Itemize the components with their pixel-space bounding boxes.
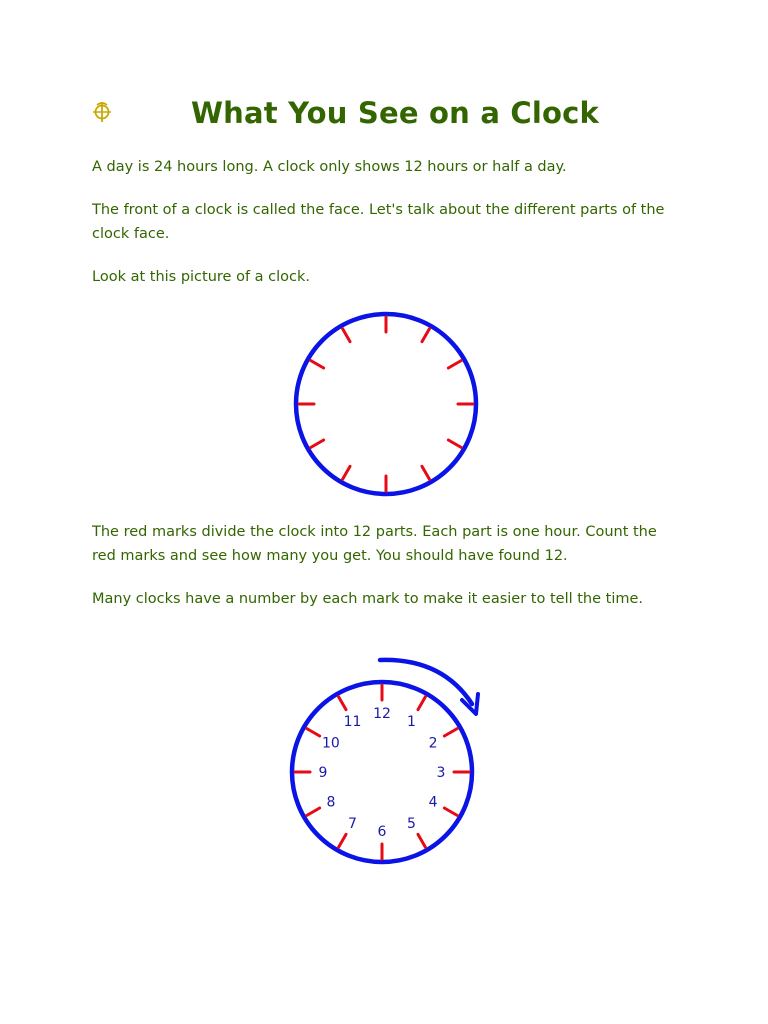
page-title: What You See on a Clock <box>190 96 600 130</box>
clock-face-plain <box>288 306 484 502</box>
paragraph-clock-face: The front of a clock is called the face. Let's talk about the different parts of the clock face. <box>92 202 665 242</box>
hour-number: 11 <box>343 713 362 730</box>
hour-mark <box>339 834 347 847</box>
hour-number: 7 <box>348 816 357 833</box>
hour-mark <box>422 329 430 342</box>
hour-number: 10 <box>321 735 340 752</box>
paragraph-numbers: Many clocks have a number by each mark to make it easier to tell the time. <box>92 591 644 607</box>
hour-mark <box>343 329 351 342</box>
hour-number: 9 <box>318 765 328 781</box>
hour-number: 5 <box>407 816 416 833</box>
hour-mark <box>444 808 457 816</box>
hour-mark <box>418 697 426 710</box>
hour-number: 1 <box>407 713 416 730</box>
hour-mark <box>311 361 324 369</box>
hour-mark <box>343 466 351 479</box>
paragraph-red-marks: The red marks divide the clock into 12 parts. Each part is one hour. Count the red marks and see how many you get. You should have found 12. <box>92 524 657 564</box>
clock-face-numbered <box>284 648 484 866</box>
clock-rim <box>296 314 476 494</box>
hour-mark <box>444 729 457 737</box>
hour-number: 3 <box>436 765 446 781</box>
hour-mark <box>307 808 320 816</box>
hour-mark <box>307 729 320 737</box>
hour-mark <box>448 440 461 448</box>
hour-number: 8 <box>326 794 336 811</box>
paragraph-look-at-picture: Look at this picture of a clock. <box>92 269 311 285</box>
hour-number: 12 <box>373 706 391 722</box>
hour-mark <box>448 361 461 369</box>
hour-mark <box>418 834 426 847</box>
hour-mark <box>311 440 324 448</box>
hour-mark <box>422 466 430 479</box>
paragraph-day-length: A day is 24 hours long. A clock only shows 12 hours or half a day. <box>92 159 567 175</box>
hour-number: 2 <box>428 735 438 752</box>
hour-number: 6 <box>377 824 387 840</box>
hour-mark <box>339 697 347 710</box>
hour-number: 4 <box>428 794 438 811</box>
